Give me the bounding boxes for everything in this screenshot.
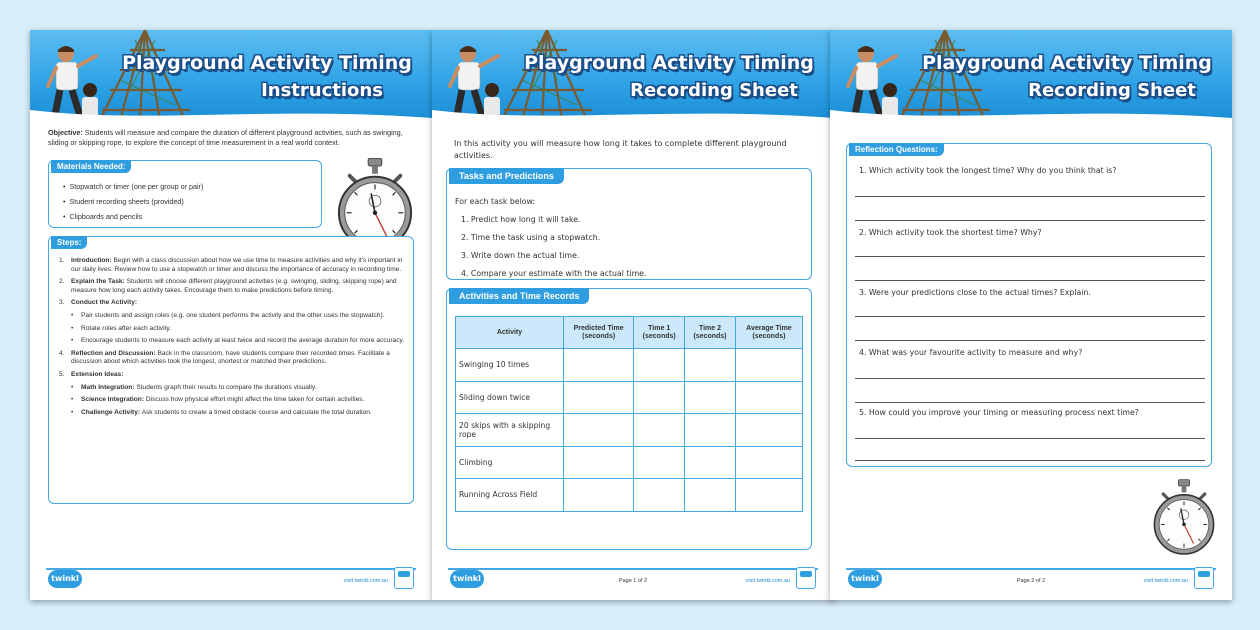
blank-cell[interactable]	[735, 479, 802, 512]
banner-wave	[432, 106, 834, 132]
table-row	[456, 479, 803, 512]
objective-text	[48, 128, 414, 148]
reflection-heading: Reflection Questions:	[849, 143, 944, 156]
blank-cell[interactable]	[735, 446, 802, 479]
blank-cell[interactable]	[735, 414, 802, 447]
footer-divider	[46, 568, 416, 570]
footer-divider	[846, 568, 1216, 570]
question-text: 1. Which activity took the longest time? Why do you think that is?	[859, 166, 1117, 175]
records-box	[446, 288, 812, 550]
steps-box	[48, 236, 414, 504]
step-sub-item: • Science Integration: Discuss how physical effort might affect the time taken for certain activities.	[71, 396, 365, 404]
quality-badge-icon	[1194, 567, 1214, 589]
twinkl-logo[interactable]: twinkl	[848, 570, 882, 588]
step-item: 2. Explain the Task: Students will choose different playground activities (e.g. swinging, sliding, skipping rope) and measure how long each activity takes. Encourage them to make predictions before timing.	[59, 278, 397, 294]
answer-line[interactable]	[855, 220, 1205, 221]
step-item: 3. Conduct the Activity:	[59, 299, 138, 307]
steps-heading: Steps:	[51, 236, 87, 249]
tasks-lead: For each task below:	[455, 197, 536, 206]
quality-badge-icon	[394, 567, 414, 589]
materials-box	[48, 160, 322, 228]
answer-line[interactable]	[855, 280, 1205, 281]
recording-sheet-page-1	[432, 30, 834, 600]
page-title: Playground Activity Timing	[524, 52, 814, 74]
step-sub-item: • Math Integration: Students graph their results to compare the durations visually.	[71, 383, 317, 391]
table-header-row	[456, 317, 803, 349]
blank-cell[interactable]	[685, 414, 736, 447]
question-text: 2. Which activity took the shortest time? Why?	[859, 228, 1042, 237]
table-row	[456, 349, 803, 382]
steps-list	[59, 257, 407, 421]
blank-cell[interactable]	[564, 479, 634, 512]
table-row	[456, 414, 803, 447]
materials-list	[63, 179, 203, 224]
task-item: 3. Write down the actual time.	[461, 251, 580, 260]
list-item: • Clipboards and pencils	[63, 212, 143, 221]
answer-line[interactable]	[855, 438, 1205, 439]
blank-cell[interactable]	[685, 381, 736, 414]
step-item: 1. Introduction: Begin with a class discussion about how we use time to measure activities and why it's important in our daily lives. Review how to use a stopwatch or timer and discuss the importance of accuracy in recording time.	[59, 257, 403, 273]
list-item: • Student recording sheets (provided)	[63, 197, 184, 206]
page-number: Page 1 of 2	[618, 578, 648, 584]
quality-badge-icon	[796, 567, 816, 589]
objective-body: Students will measure and compare the duration of different playground activities, such as swinging, sliding or skipping rope, to explore the concept of time measurement in a real world context.	[48, 128, 403, 147]
banner-wave	[830, 106, 1232, 132]
table-row	[456, 381, 803, 414]
step-item: 5. Extension Ideas:	[59, 370, 124, 378]
intro-text: In this activity you will measure how long it takes to complete different playground activities.	[454, 139, 787, 160]
blank-cell[interactable]	[634, 349, 685, 382]
page-subtitle: Instructions	[261, 80, 383, 101]
blank-cell[interactable]	[564, 414, 634, 447]
blank-cell[interactable]	[564, 446, 634, 479]
instructions-page	[30, 30, 432, 600]
task-item: 4. Compare your estimate with the actual time.	[461, 269, 647, 278]
stopwatch-icon	[1152, 478, 1216, 558]
blank-cell[interactable]	[735, 349, 802, 382]
blank-cell[interactable]	[634, 381, 685, 414]
page-title: Playground Activity Timing	[922, 52, 1212, 74]
blank-cell[interactable]	[735, 381, 802, 414]
blank-cell[interactable]	[634, 414, 685, 447]
recording-sheet-page-2	[830, 30, 1232, 600]
materials-heading: Materials Needed:	[51, 160, 131, 173]
activity-cell: Sliding down twice	[456, 381, 564, 414]
page-subtitle: Recording Sheet	[630, 80, 798, 101]
objective-label: Objective:	[48, 128, 83, 137]
column-header: Average Time (seconds)	[735, 317, 802, 349]
footer-link[interactable]: visit twinkl.com.au	[1143, 578, 1188, 584]
page-number: Page 2 of 2	[1016, 578, 1046, 584]
answer-line[interactable]	[855, 460, 1205, 461]
twinkl-logo[interactable]: twinkl	[48, 570, 82, 588]
answer-line[interactable]	[855, 316, 1205, 317]
question-text: 3. Were your predictions close to the actual times? Explain.	[859, 288, 1091, 297]
answer-line[interactable]	[855, 402, 1205, 403]
answer-line[interactable]	[855, 340, 1205, 341]
activity-cell: Swinging 10 times	[456, 349, 564, 382]
step-sub-item: • Encourage students to measure each activity at least twice and record the average duration for more accuracy.	[71, 337, 405, 345]
tasks-heading: Tasks and Predictions	[449, 168, 564, 184]
twinkl-logo[interactable]: twinkl	[450, 570, 484, 588]
page-subtitle: Recording Sheet	[1028, 80, 1196, 101]
records-heading: Activities and Time Records	[449, 288, 589, 304]
step-sub-item: • Rotate roles after each activity.	[71, 324, 172, 332]
activity-cell: Climbing	[456, 446, 564, 479]
page-title: Playground Activity Timing	[122, 52, 412, 74]
activity-cell: Running Across Field	[456, 479, 564, 512]
step-item: 4. Reflection and Discussion: Back in the classroom, have students compare their recorded times. Facilitate a discussion about which activities took the longest, shortest or matched their predictions.	[59, 349, 390, 366]
task-item: 2. Time the task using a stopwatch.	[461, 233, 601, 242]
blank-cell[interactable]	[685, 446, 736, 479]
question-text: 5. How could you improve your timing or measuring process next time?	[859, 408, 1139, 417]
blank-cell[interactable]	[564, 349, 634, 382]
footer-link[interactable]: visit twinkl.com.au	[745, 578, 790, 584]
list-item: • Stopwatch or timer (one per group or pair)	[63, 182, 204, 191]
time-records-table	[455, 316, 803, 512]
step-sub-item: • Pair students and assign roles (e.g. one student performs the activity and the other uses the stopwatch).	[71, 311, 385, 319]
footer-link[interactable]: visit twinkl.com.au	[343, 578, 388, 584]
activity-cell: 20 skips with a skipping rope	[456, 414, 564, 447]
answer-line[interactable]	[855, 196, 1205, 197]
answer-line[interactable]	[855, 378, 1205, 379]
reflection-box	[846, 143, 1212, 467]
answer-line[interactable]	[855, 256, 1205, 257]
blank-cell[interactable]	[685, 479, 736, 512]
blank-cell[interactable]	[634, 479, 685, 512]
column-header: Time 1 (seconds)	[634, 317, 685, 349]
footer-divider	[448, 568, 818, 570]
column-header: Activity	[456, 317, 564, 349]
column-header: Predicted Time (seconds)	[564, 317, 634, 349]
tasks-box	[446, 168, 812, 280]
step-sub-item: • Challenge Activity: Ask students to create a timed obstacle course and calculate the total duration.	[71, 408, 372, 416]
table-row	[456, 446, 803, 479]
task-item: 1. Predict how long it will take.	[461, 215, 581, 224]
question-text: 4. What was your favourite activity to measure and why?	[859, 348, 1083, 357]
blank-cell[interactable]	[564, 381, 634, 414]
blank-cell[interactable]	[634, 446, 685, 479]
blank-cell[interactable]	[685, 349, 736, 382]
column-header: Time 2 (seconds)	[685, 317, 736, 349]
tasks-list	[455, 193, 646, 283]
